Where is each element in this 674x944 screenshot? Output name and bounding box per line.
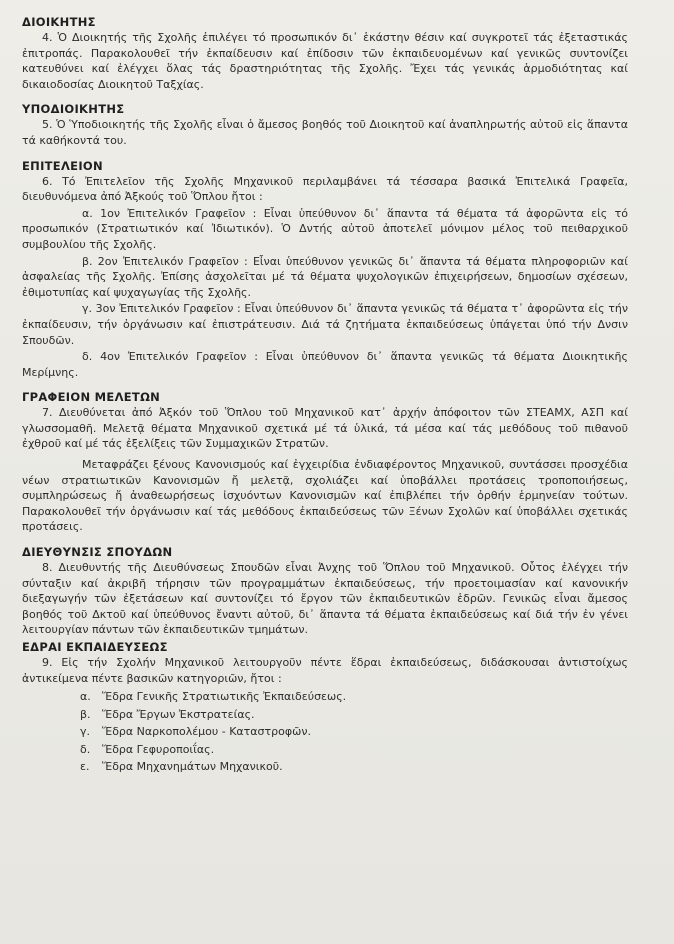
list-item bbox=[22, 741, 628, 759]
section-heading-grafeion-meleton: ΓΡΑΦΕΙΟΝ ΜΕΛΕΤΩΝ bbox=[22, 390, 161, 405]
section-heading-dieythynsis-spoudon: ΔΙΕΥΘΥΝΣΙΣ ΣΠΟΥΔΩΝ bbox=[22, 545, 173, 560]
paragraph-6c: γ. 3ον Ἐπιτελικόν Γραφεῖον : Εἶναι ὑπεύθυνον δι᾽ ἅπαντα γενικῶς τά θέματα τ᾽ ἀφορῶντα εἰς τήν ἐκπαίδευσιν, τήν ὀργάνωσιν καί ἐπιστράτευσιν. Διά τά ζητήματα ἐκπαιδεύσεως ὑπάγεται ὑπό τήν Δνσιν Σπουδῶν. bbox=[22, 302, 628, 347]
list-item-text: Ἕδρα Μηχανημάτων Μηχανικοῦ. bbox=[102, 760, 283, 774]
paragraph-8: 8. Διευθυντής τῆς Διευθύνσεως Σπουδῶν εἶναι Ἀνχης τοῦ Ὅπλου τοῦ Μηχανικοῦ. Οὗτος ἐλέγχει τήν σύνταξιν καί ἀκριβῆ τήρησιν τῶν προγραμμάτων ἐκπαιδεύσεως, τήν προετοιμασίαν καί κανονικήν διεξαγωγήν τῶν ἐξετάσεων καί συντονίζει τό ἔργον τῶν ἐκπαιδευτικῶν ἑδρῶν. Γενικῶς εἶναι ἄμεσος βοηθός τοῦ Δκτοῦ καί ὑπεύθυνος ἔναντι αὐτοῦ, δι᾽ ἅπαντα τά θέματα ἐκπαιδεύσεως καί διά τήν ἐν γένει λειτουργίαν πάντων τῶν ἐκπαιδευτικῶν τμημάτων. bbox=[22, 561, 628, 637]
paragraph-6d: δ. 4ον Ἐπιτελικόν Γραφεῖον : Εἶναι ὑπεύθυνον δι᾽ ἅπαντα γενικῶς τά θέματα Διοικητικῆς Μερίμνης. bbox=[22, 350, 628, 379]
paragraph-6b: β. 2ον Ἐπιτελικόν Γραφεῖον : Εἶναι ὑπεύθυνον γενικῶς δι᾽ ἅπαντα τά θέματα πληροφοριῶν καί ἀσφαλείας τῆς Σχολῆς. Ἐπίσης ἀσχολεῖται μέ τά θέματα ψυχολογικῶν ἐπιχειρήσεων, δημοσίων σχέσεων, ἐθιμοτυπίας καί ψυχαγωγίας τῆς Σχολῆς. bbox=[22, 254, 628, 299]
paragraph-4: 4. Ὁ Διοικητής τῆς Σχολῆς ἐπιλέγει τό προσωπικόν δι᾽ ἑκάστην θέσιν καί συγκροτεῖ τάς ἐξεταστικάς ἐπιτροπάς. Παρακολουθεῖ τήν ἐκπαίδευσιν καί ἐπίδοσιν τῶν ἐκπαιδευομένων καί γενικῶς συντονίζει κατευθύνει καί ἐλέγχει ὅλας τάς δραστηριότητας τῆς Σχολῆς. Ἔχει τάς γενικάς ἁρμοδιότητας καί δικαιοδοσίας Διοικητοῦ Ταξχίας. bbox=[22, 31, 628, 91]
paragraph-7: 7. Διευθύνεται ἀπό Ἀξκόν τοῦ Ὅπλου τοῦ Μηχανικοῦ κατ᾽ ἀρχήν ἀπόφοιτον τῶν ΣΤΕΑΜΧ, ΑΣΠ καί γλωσσομαθῆ. Μελετᾷ θέματα Μηχανικοῦ σχετικά μέ τά ὑλικά, τά μέσα καί τάς μεθόδους τοῦ πιθανοῦ ἐχθροῦ καί μέ τάς ἐξελίξεις τῶν Συμμαχικῶν Στρατῶν. bbox=[22, 406, 628, 451]
list-item-label: β. bbox=[80, 707, 91, 721]
list-item-text: Ἕδρα Γενικῆς Στρατιωτικῆς Ἐκπαιδεύσεως. bbox=[102, 690, 347, 704]
list-item-label: ε. bbox=[80, 760, 90, 774]
list-item-label: α. bbox=[80, 690, 91, 704]
list-item bbox=[22, 706, 628, 724]
chairs-list bbox=[22, 688, 628, 776]
list-item bbox=[22, 758, 628, 776]
list-item-text: Ἕδρα Ἔργων Ἐκστρατείας. bbox=[102, 707, 255, 721]
list-item bbox=[22, 723, 628, 741]
paragraph-7-continued: Μεταφράζει ξένους Κανονισμούς καί ἐγχειρίδια ἐνδιαφέροντος Μηχανικοῦ, συντάσσει προσχέδια νέων στρατιωτικῶν Κανονισμῶν ἤ μελετᾷ, σχολιάζει καί ὑποβάλλει προτάσεις τροποποιήσεως, συμπληρώσεως ἤ ἀναθεωρήσεως ἰσχυόντων Κανονισμῶν καί ἐπιβλέπει τήν ὀρθήν ἑρμηνείαν τούτων. Παρακολουθεῖ τήν ὀργάνωσιν καί τάς μεθόδους ἐκπαιδεύσεως τῶν Ξένων Σχολῶν καί ὑποβάλλει σχετικάς προτάσεις. bbox=[22, 458, 628, 534]
paragraph-5: 5. Ὁ Ὑποδιοικητής τῆς Σχολῆς εἶναι ὁ ἄμεσος βοηθός τοῦ Διοικητοῦ καί ἀναπληρωτής αὐτοῦ εἰς ἅπαντα τά καθήκοντά του. bbox=[22, 118, 628, 147]
paragraph-9: 9. Εἰς τήν Σχολήν Μηχανικοῦ λειτουργοῦν πέντε ἕδραι ἐκπαιδεύσεως, διδάσκουσαι ἀντιστοίχως ἀντικείμενα πέντε βασικῶν κατηγοριῶν, ἤτοι : bbox=[22, 656, 628, 685]
section-heading-epiteleion: ΕΠΙΤΕΛΕΙΟΝ bbox=[22, 158, 103, 173]
list-item bbox=[22, 688, 628, 706]
list-item-text: Ἕδρα Ναρκοπολέμου - Καταστροφῶν. bbox=[102, 725, 311, 739]
list-item-text: Ἕδρα Γεφυροποιΐας. bbox=[102, 742, 215, 756]
section-heading-dioikitis: ΔΙΟΙΚΗΤΗΣ bbox=[22, 15, 96, 29]
section-heading-ypodioikitis: ΥΠΟΔΙΟΙΚΗΤΗΣ bbox=[22, 102, 125, 117]
section-heading-edrai-ekpaideyseos: ΕΔΡΑΙ ΕΚΠΑΙΔΕΥΣΕΩΣ bbox=[22, 640, 168, 654]
list-item-label: γ. bbox=[80, 725, 91, 739]
paragraph-6: 6. Τό Ἐπιτελεῖον τῆς Σχολῆς Μηχανικοῦ περιλαμβάνει τά τέσσαρα βασικά Ἐπιτελικά Γραφεῖα, διευθυνόμενα ἀπό Ἀξκούς τοῦ Ὅπλου ἤτοι : bbox=[22, 174, 628, 204]
list-item-label: δ. bbox=[80, 742, 91, 756]
paragraph-6a: α. 1ον Ἐπιτελικόν Γραφεῖον : Εἶναι ὑπεύθυνον δι᾽ ἅπαντα τά θέματα τά ἀφορῶντα εἰς τό προσωπικόν (Στρατιωτικόν καί Ἰδιωτικόν). Ὁ Δντής αὐτοῦ ἀποτελεῖ μόνιμον μέλος τοῦ πειθαρχικοῦ συμβουλίου τῆς Σχολῆς. bbox=[22, 206, 628, 251]
